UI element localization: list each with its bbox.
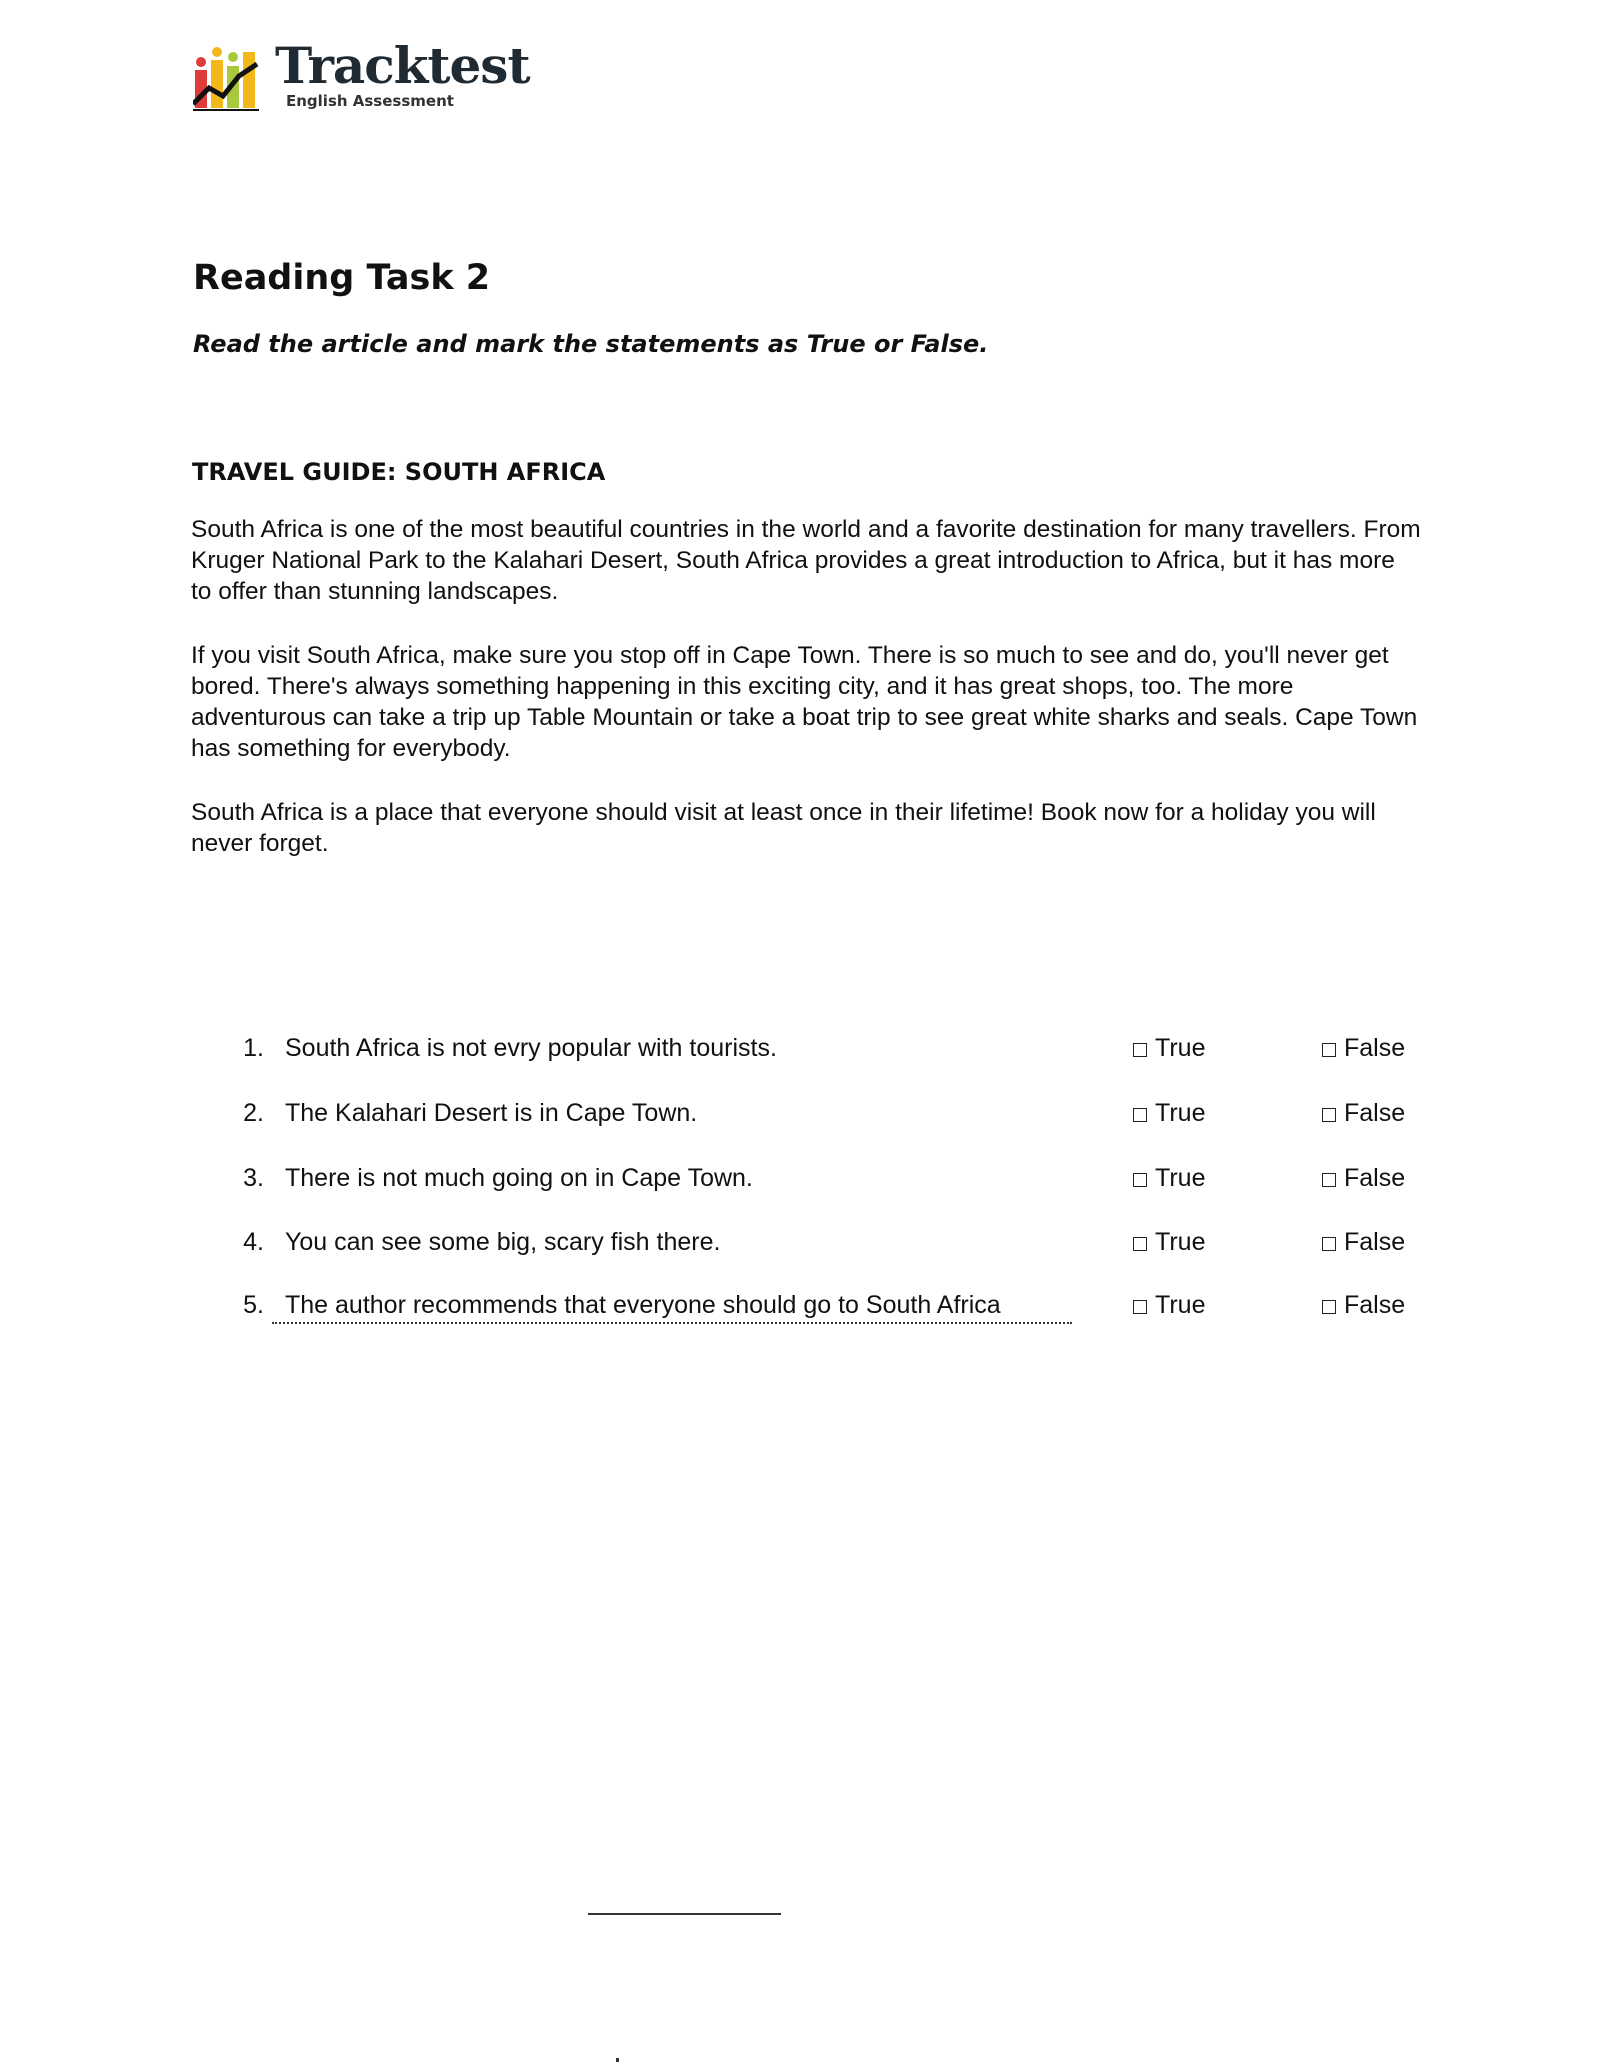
- question-number: 1.: [243, 1034, 264, 1062]
- false-label: False: [1344, 1228, 1406, 1256]
- false-option[interactable]: [1322, 1099, 1405, 1128]
- logo-wordmark: Tracktest: [275, 36, 530, 95]
- question-row: [0, 1291, 1600, 1331]
- question-row: [0, 1164, 1600, 1204]
- checkbox-icon[interactable]: [1322, 1173, 1336, 1187]
- question-number: 5.: [243, 1291, 264, 1319]
- footer-divider: [588, 1913, 781, 1915]
- true-option[interactable]: [1133, 1034, 1205, 1063]
- false-label: False: [1344, 1034, 1406, 1062]
- false-option[interactable]: [1322, 1034, 1405, 1063]
- question-row: [0, 1228, 1600, 1268]
- false-option[interactable]: [1322, 1164, 1405, 1193]
- true-label: True: [1155, 1228, 1206, 1256]
- question-text: There is not much going on in Cape Town.: [285, 1164, 753, 1192]
- article-paragraph: If you visit South Africa, make sure you stop off in Cape Town. There is so much to see and do, you'll never get bored. There's always something happening in this exciting city, and it has great shops, too. The more adventurous can take a trip up Table Mountain or take a boat trip to see great white sharks and seals. Cape Town has something for everybody.: [191, 642, 1418, 762]
- question-number: 3.: [243, 1164, 264, 1192]
- true-option[interactable]: [1133, 1291, 1205, 1320]
- bar-chart-logo-icon: [193, 42, 259, 112]
- checkbox-icon[interactable]: [1133, 1043, 1147, 1057]
- checkbox-icon[interactable]: [1322, 1237, 1336, 1251]
- false-option[interactable]: [1322, 1228, 1405, 1257]
- checkbox-icon[interactable]: [1133, 1173, 1147, 1187]
- checkbox-icon[interactable]: [1322, 1108, 1336, 1122]
- article-paragraph: South Africa is one of the most beautiful countries in the world and a favorite destination for many travellers. From Kruger National Park to the Kalahari Desert, South Africa provides a great introduction to Africa, but it has more to offer than stunning landscapes.: [191, 516, 1421, 605]
- question-row: [0, 1034, 1600, 1074]
- question-text: The Kalahari Desert is in Cape Town.: [285, 1099, 698, 1127]
- question-text: You can see some big, scary fish there.: [285, 1228, 721, 1256]
- true-label: True: [1155, 1291, 1206, 1319]
- checkbox-icon[interactable]: [1133, 1108, 1147, 1122]
- false-label: False: [1344, 1164, 1406, 1192]
- question-row: [0, 1099, 1600, 1139]
- checkbox-icon[interactable]: [1322, 1043, 1336, 1057]
- true-option[interactable]: [1133, 1228, 1205, 1257]
- question-number: 4.: [243, 1228, 264, 1256]
- question-text: South Africa is not evry popular with tourists.: [285, 1034, 777, 1062]
- false-option[interactable]: [1322, 1291, 1405, 1320]
- false-label: False: [1344, 1099, 1406, 1127]
- false-label: False: [1344, 1291, 1406, 1319]
- true-label: True: [1155, 1034, 1206, 1062]
- tracktest-logo: [193, 36, 530, 126]
- page-mark: [616, 2058, 619, 2062]
- page-title: Reading Task 2: [193, 258, 491, 298]
- task-instruction: Read the article and mark the statements as True or False.: [193, 330, 989, 358]
- article-paragraph: South Africa is a place that everyone should visit at least once in their lifetime! Book now for a holiday you will never forget.: [191, 799, 1376, 857]
- true-option[interactable]: [1133, 1099, 1205, 1128]
- article-heading: TRAVEL GUIDE: SOUTH AFRICA: [192, 458, 606, 486]
- checkbox-icon[interactable]: [1133, 1300, 1147, 1314]
- question-number: 2.: [243, 1099, 264, 1127]
- true-label: True: [1155, 1164, 1206, 1192]
- logo-subtitle: English Assessment: [286, 92, 454, 110]
- true-label: True: [1155, 1099, 1206, 1127]
- checkbox-icon[interactable]: [1133, 1237, 1147, 1251]
- question-text: The author recommends that everyone should go to South Africa: [272, 1291, 1072, 1324]
- true-option[interactable]: [1133, 1164, 1205, 1193]
- checkbox-icon[interactable]: [1322, 1300, 1336, 1314]
